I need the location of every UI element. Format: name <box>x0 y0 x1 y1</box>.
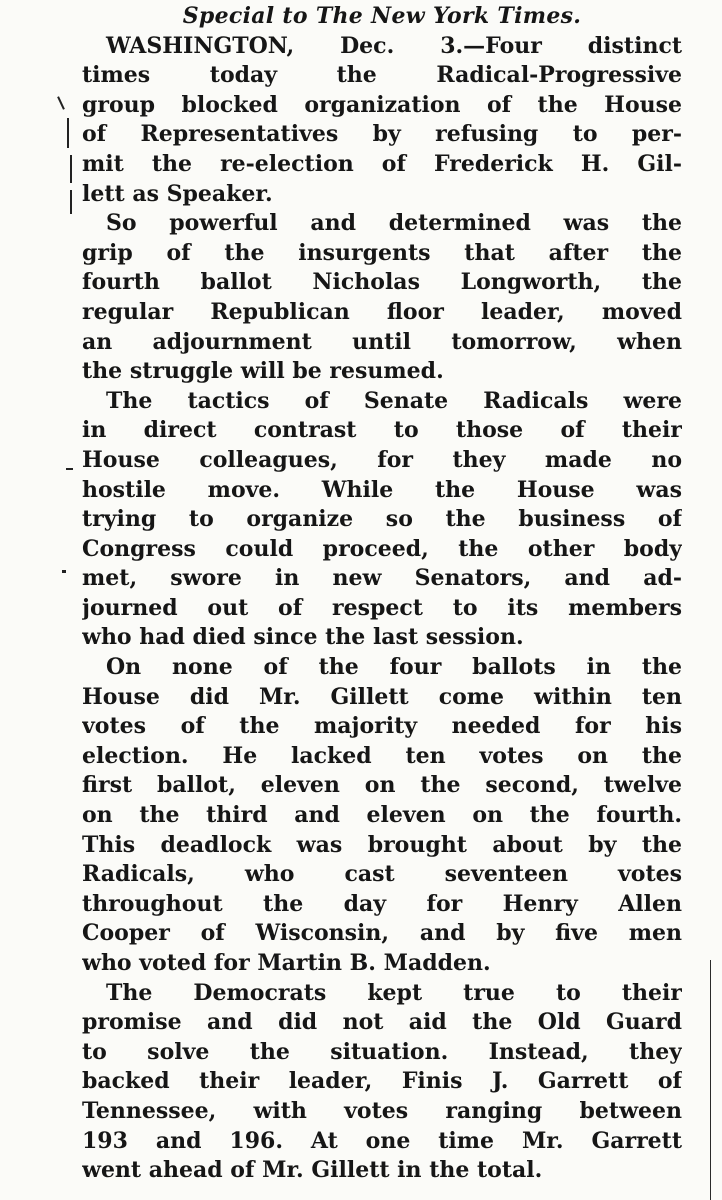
article-line: On none of the four ballots in the <box>106 654 682 681</box>
article-line: 193 and 196. At one time Mr. Garrett <box>82 1127 682 1154</box>
article-dateline: Special to The New York Times. <box>182 3 582 29</box>
article-line: trying to organize so the business of <box>82 506 682 533</box>
article-line: of Representatives by refusing to per- <box>82 121 682 148</box>
article-line: lett as Speaker. <box>82 180 273 207</box>
article-line: regular Republican floor leader, moved <box>82 298 682 325</box>
article-line: an adjournment until tomorrow, when <box>82 328 682 355</box>
article-line: Congress could proceed, the other body <box>82 535 682 562</box>
article-paragraph-4 <box>82 653 682 979</box>
article-line: times today the Radical-Progressive <box>82 62 682 89</box>
article-column <box>82 2 682 1186</box>
article-line: WASHINGTON, Dec. 3.—Four distinct <box>106 32 682 59</box>
article-line: votes of the majority needed for his <box>82 713 682 740</box>
article-line: mit the re-election of Frederick H. Gil- <box>82 150 682 177</box>
article-line: group blocked organization of the House <box>82 91 682 118</box>
article-line: throughout the day for Henry Allen <box>82 890 682 917</box>
article-line: promise and did not aid the Old Guard <box>82 1009 682 1036</box>
margin-mark <box>70 190 72 214</box>
article-line: hostile move. While the House was <box>82 476 682 503</box>
article-line: first ballot, eleven on the second, twelve <box>82 772 682 799</box>
column-rule <box>710 960 711 1200</box>
article-line: to solve the situation. Instead, they <box>82 1038 682 1065</box>
article-paragraph-5 <box>82 979 682 1186</box>
article-line: grip of the insurgents that after the <box>82 239 682 266</box>
article-paragraph-1 <box>82 32 682 210</box>
margin-mark <box>67 118 69 148</box>
article-line: backed their leader, Finis J. Garrett of <box>82 1068 682 1095</box>
article-line: Cooper of Wisconsin, and by five men <box>82 920 682 947</box>
article-line: Tennessee, with votes ranging between <box>82 1097 682 1124</box>
article-line: who voted for Martin B. Madden. <box>82 950 491 976</box>
article-line: who had died since the last session. <box>82 624 524 651</box>
article-line: fourth ballot Nicholas Longworth, the <box>82 269 682 296</box>
article-line: So powerful and determined was the <box>106 210 682 237</box>
article-line: House did Mr. Gillett come within ten <box>82 683 682 710</box>
article-line: The tactics of Senate Radicals were <box>106 387 682 414</box>
article-line: The Democrats kept true to their <box>106 979 682 1006</box>
margin-mark <box>62 570 66 573</box>
article-paragraph-2 <box>82 209 682 387</box>
article-line: the struggle will be resumed. <box>82 358 444 385</box>
article-line: This deadlock was brought about by the <box>82 831 682 858</box>
margin-mark <box>66 468 73 470</box>
margin-mark <box>57 96 65 110</box>
article-line: met, swore in new Senators, and ad- <box>82 565 682 592</box>
article-line: election. He lacked ten votes on the <box>82 742 682 769</box>
article-line: in direct contrast to those of their <box>82 417 682 444</box>
article-line: House colleagues, for they made no <box>82 446 682 473</box>
article-paragraph-3 <box>82 387 682 653</box>
article-line: Radicals, who cast seventeen votes <box>82 861 682 888</box>
article-line: journed out of respect to its members <box>82 594 682 621</box>
article-line: went ahead of Mr. Gillett in the total. <box>82 1157 543 1184</box>
article-line: on the third and eleven on the fourth. <box>82 802 682 829</box>
margin-mark <box>70 155 72 183</box>
